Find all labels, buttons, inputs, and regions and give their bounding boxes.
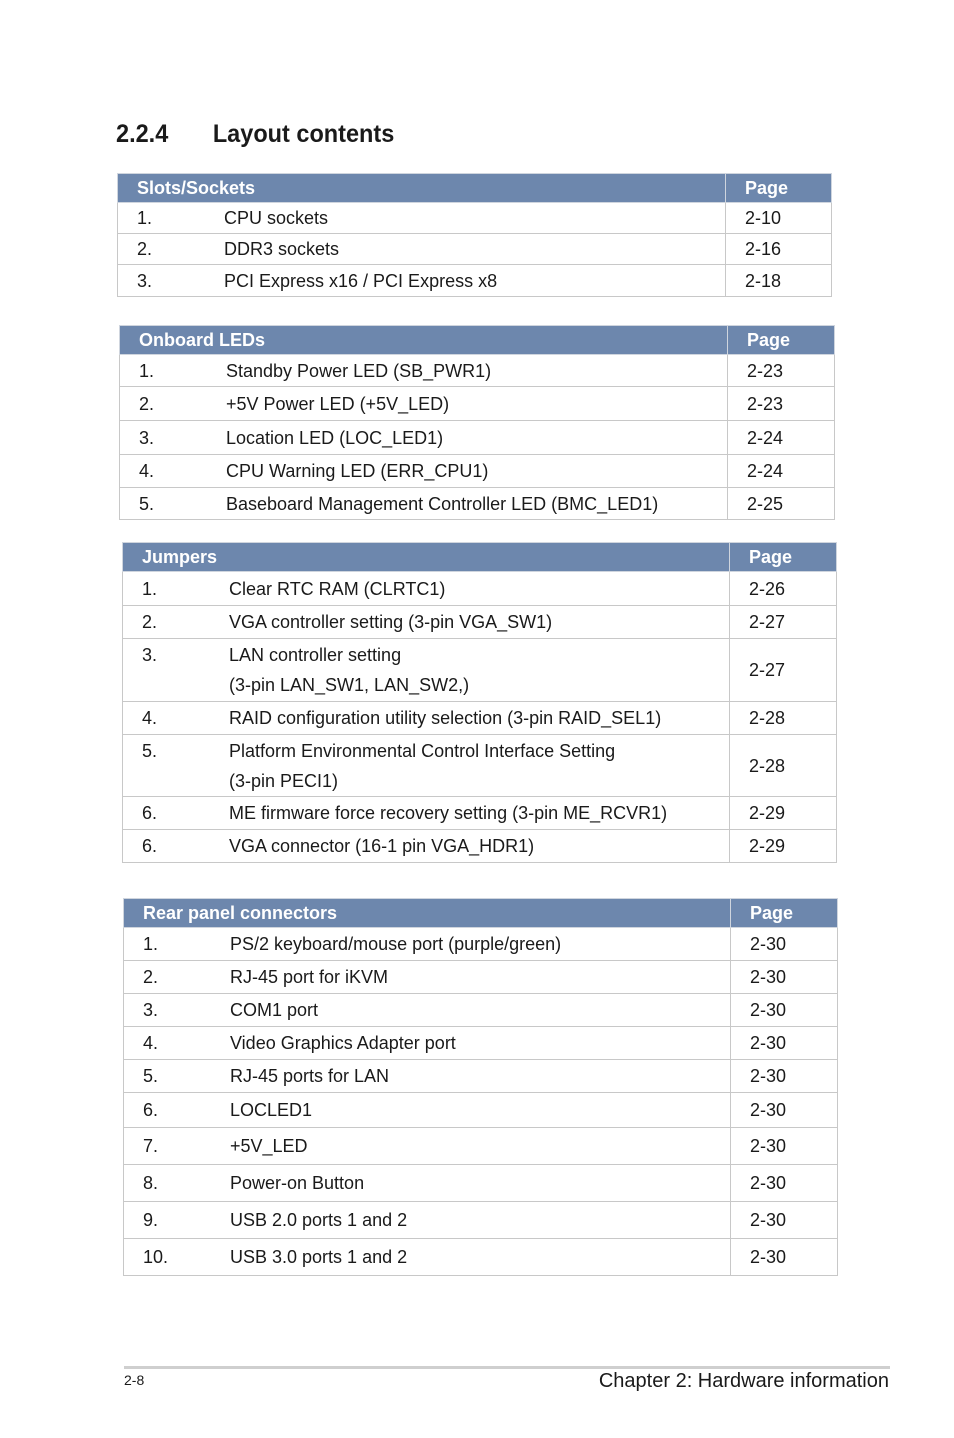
description-line: +5V Power LED (+5V_LED) (226, 393, 450, 414)
item-number: 6. (143, 1100, 159, 1120)
page-reference: 2-30 (731, 1202, 838, 1239)
page-reference: 2-30 (731, 1060, 838, 1093)
description-line: (3-pin PECI1) (229, 771, 339, 791)
item-number: 2. (142, 612, 158, 632)
table-row (120, 455, 835, 488)
item-number: 2. (143, 967, 159, 987)
page-reference: 2-16 (726, 234, 832, 265)
page-reference: 2-10 (726, 203, 832, 234)
description-line: Baseboard Management Controller LED (BMC_LED1) (226, 493, 659, 514)
table-header: Onboard LEDs (120, 326, 728, 355)
page-reference: 2-23 (728, 355, 835, 387)
item-number: 3. (143, 1000, 159, 1020)
item-description (230, 1131, 308, 1161)
item-description (229, 574, 445, 604)
layout-table (119, 325, 835, 520)
description-line: LOCLED1 (230, 1100, 313, 1120)
description-line: CPU sockets (224, 208, 329, 228)
description-line: USB 3.0 ports 1 and 2 (230, 1247, 408, 1267)
page-reference: 2-23 (728, 387, 835, 421)
section-number: 2.2.4 (116, 120, 169, 148)
page-column-header: Page (728, 326, 835, 355)
description-line: DDR3 sockets (224, 239, 340, 259)
item-description (229, 607, 552, 637)
table-row (118, 265, 832, 297)
table-row (123, 735, 837, 797)
description-line: LAN controller setting (229, 645, 402, 665)
table-row (123, 797, 837, 830)
item-number: 5. (139, 493, 155, 514)
item-description (229, 831, 534, 861)
item-number: 5. (143, 1066, 159, 1086)
item-description (229, 736, 615, 796)
description-line: +5V_LED (230, 1136, 308, 1156)
page-reference: 2-30 (731, 994, 838, 1027)
page-reference: 2-29 (730, 830, 837, 863)
description-line: PS/2 keyboard/mouse port (purple/green) (230, 934, 562, 954)
item-number: 3. (139, 427, 155, 448)
page-column-header: Page (730, 543, 837, 572)
table-header: Rear panel connectors (124, 899, 731, 928)
table-row (118, 234, 832, 265)
item-description (230, 1061, 389, 1091)
page-reference: 2-26 (730, 572, 837, 606)
item-description (224, 266, 497, 296)
item-number: 5. (142, 741, 158, 761)
item-description (226, 356, 491, 386)
table-row (123, 572, 837, 606)
item-description (229, 798, 667, 828)
item-number: 1. (143, 934, 159, 954)
page-column-header: Page (731, 899, 838, 928)
item-number: 9. (143, 1210, 159, 1230)
table-row (124, 961, 838, 994)
table-row (124, 928, 838, 961)
page-reference: 2-29 (730, 797, 837, 830)
item-number: 3. (142, 645, 158, 665)
page-reference: 2-30 (731, 961, 838, 994)
table-row (124, 1202, 838, 1239)
layout-table (123, 898, 838, 1276)
layout-table (122, 542, 837, 863)
item-number: 4. (143, 1033, 159, 1053)
page-reference: 2-27 (730, 606, 837, 639)
item-number: 7. (143, 1136, 159, 1156)
description-line: PCI Express x16 / PCI Express x8 (224, 270, 498, 291)
description-line: RJ-45 ports for LAN (230, 1066, 390, 1086)
page-reference: 2-30 (731, 1027, 838, 1060)
description-line: Power-on Button (230, 1173, 365, 1193)
item-description (226, 456, 488, 486)
item-description (230, 962, 388, 992)
description-line: RAID configuration utility selection (3-pin RAID_SEL1) (229, 708, 662, 728)
item-description (229, 703, 661, 733)
description-line: (3-pin LAN_SW1, LAN_SW2,) (229, 675, 470, 695)
item-number: 6. (142, 836, 158, 856)
item-number: 1. (139, 360, 155, 381)
description-line: VGA controller setting (3-pin VGA_SW1) (229, 612, 553, 632)
item-description (226, 389, 449, 419)
page-reference: 2-18 (726, 265, 832, 297)
table-row (120, 488, 835, 520)
page-column-header: Page (726, 174, 832, 203)
item-number: 2. (137, 239, 153, 259)
description-line: RJ-45 port for iKVM (230, 967, 389, 987)
description-line: ME firmware force recovery setting (3-pin ME_RCVR1) (229, 803, 668, 823)
item-description (224, 234, 339, 264)
table-row (120, 355, 835, 387)
item-number: 4. (139, 461, 155, 481)
section-title: Layout contents (212, 120, 395, 148)
page-reference: 2-27 (730, 639, 837, 702)
page-reference: 2-25 (728, 488, 835, 520)
item-description (230, 1168, 364, 1198)
description-line: COM1 port (230, 1000, 319, 1020)
page-reference: 2-30 (731, 1239, 838, 1276)
description-line: Location LED (LOC_LED1) (226, 427, 444, 448)
table-row (124, 994, 838, 1027)
item-number: 1. (137, 208, 153, 228)
page-reference: 2-28 (730, 735, 837, 797)
item-description (230, 995, 318, 1025)
description-line: Standby Power LED (SB_PWR1) (226, 360, 492, 381)
item-number: 1. (142, 578, 158, 599)
item-description (230, 1205, 407, 1235)
item-number: 10. (143, 1247, 169, 1267)
description-line: Clear RTC RAM (CLRTC1) (229, 578, 446, 599)
item-number: 3. (137, 270, 153, 291)
page-reference: 2-30 (731, 928, 838, 961)
item-description (230, 1242, 407, 1272)
table-row (124, 1093, 838, 1128)
item-description (224, 203, 328, 233)
item-number: 4. (142, 708, 158, 728)
page-reference: 2-24 (728, 455, 835, 488)
footer-chapter-title: Chapter 2: Hardware information (598, 1370, 889, 1392)
table-row (124, 1027, 838, 1060)
layout-table (117, 173, 832, 297)
table-row (123, 606, 837, 639)
description-line: Platform Environmental Control Interface Setting (229, 741, 616, 761)
page-reference: 2-28 (730, 702, 837, 735)
table-row (118, 203, 832, 234)
item-number: 6. (142, 803, 158, 823)
table-header: Slots/Sockets (118, 174, 726, 203)
item-description (226, 423, 443, 453)
item-number: 8. (143, 1173, 159, 1193)
page-reference: 2-30 (731, 1128, 838, 1165)
item-number: 2. (139, 393, 155, 414)
footer-rule (124, 1366, 890, 1369)
item-description (229, 640, 469, 700)
table-row (123, 702, 837, 735)
item-description (230, 1095, 312, 1125)
page-reference: 2-24 (728, 421, 835, 455)
table-header: Jumpers (123, 543, 730, 572)
table-row (124, 1128, 838, 1165)
item-description (226, 489, 658, 519)
table-row (124, 1165, 838, 1202)
description-line: CPU Warning LED (ERR_CPU1) (226, 461, 489, 481)
table-row (124, 1060, 838, 1093)
description-line: VGA connector (16-1 pin VGA_HDR1) (229, 836, 535, 856)
table-row (123, 639, 837, 702)
description-line: USB 2.0 ports 1 and 2 (230, 1210, 408, 1230)
table-row (120, 387, 835, 421)
table-row (120, 421, 835, 455)
table-row (124, 1239, 838, 1276)
page-reference: 2-30 (731, 1093, 838, 1128)
item-description (230, 929, 561, 959)
item-description (230, 1028, 456, 1058)
description-line: Video Graphics Adapter port (230, 1033, 456, 1053)
footer-page-number: 2-8 (124, 1372, 145, 1388)
page-reference: 2-30 (731, 1165, 838, 1202)
table-row (123, 830, 837, 863)
section-heading (116, 120, 394, 149)
